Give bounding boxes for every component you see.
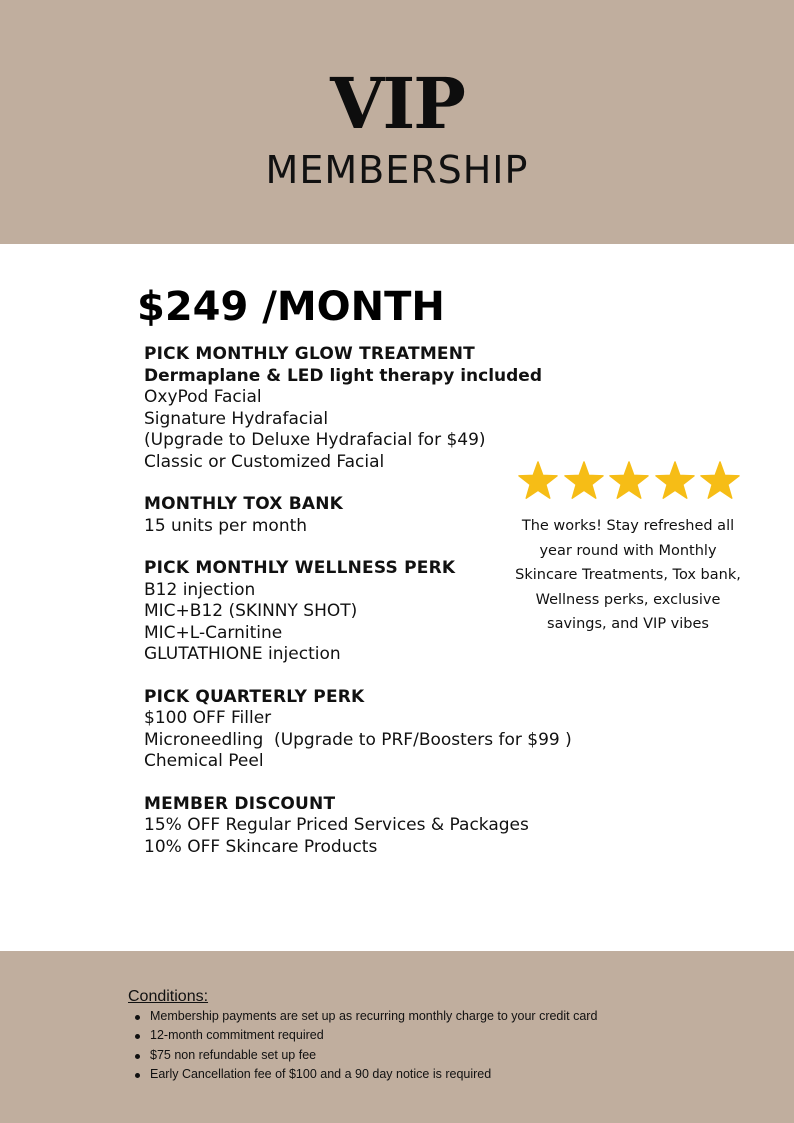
- benefit-line: $100 OFF Filler: [144, 708, 272, 728]
- price-heading: $249 /MONTH: [137, 284, 445, 330]
- star-icon: [609, 461, 649, 501]
- benefit-line: Classic or Customized Facial: [144, 451, 385, 472]
- header-band: [0, 0, 794, 244]
- page-title: VIP: [330, 62, 464, 145]
- benefit-line: 15 units per month: [144, 515, 308, 536]
- conditions-list: [128, 1007, 688, 1084]
- page-subtitle: MEMBERSHIP: [265, 148, 529, 192]
- condition-item: Early Cancellation fee of $100 and a 90 day notice is required: [128, 1065, 688, 1084]
- star-icon: [700, 461, 740, 501]
- benefit-line: (Upgrade to Deluxe Hydrafacial for $49): [144, 430, 486, 450]
- benefit-line: B12 injection: [144, 579, 256, 600]
- benefit-line: 10% OFF Skincare Products: [144, 836, 378, 857]
- section-quarterly-perk: [144, 687, 624, 773]
- condition-item: $75 non refundable set up fee: [128, 1046, 688, 1065]
- section-heading: PICK MONTHLY WELLNESS PERK: [144, 558, 456, 578]
- tagline: The works! Stay refreshed all year round with Monthly Skincare Treatments, Tox bank, Wellness perks, exclusive savings, and VIP vibes: [515, 518, 741, 633]
- benefit-line: MIC+B12 (SKINNY SHOT): [144, 601, 358, 621]
- condition-item: Membership payments are set up as recurring monthly charge to your credit card: [128, 1007, 688, 1026]
- star-icon: [655, 461, 695, 501]
- star-icon: [564, 461, 604, 501]
- benefit-line: Dermaplane & LED light therapy included: [144, 365, 543, 386]
- condition-item: 12-month commitment required: [128, 1026, 688, 1045]
- benefit-line: GLUTATHIONE injection: [144, 644, 341, 664]
- benefit-line: Signature Hydrafacial: [144, 408, 329, 429]
- section-heading: PICK MONTHLY GLOW TREATMENT: [144, 344, 475, 364]
- section-heading: MONTHLY TOX BANK: [144, 494, 344, 514]
- star-rating: [518, 461, 740, 503]
- section-glow-treatment: [144, 344, 624, 473]
- section-heading: PICK QUARTERLY PERK: [144, 686, 365, 707]
- benefit-line: Microneedling (Upgrade to PRF/Boosters for $99 ): [144, 729, 572, 750]
- conditions-title: Conditions:: [128, 988, 209, 1005]
- benefit-line: MIC+L-Carnitine: [144, 622, 283, 643]
- benefit-line: Chemical Peel: [144, 751, 264, 771]
- benefit-line: 15% OFF Regular Priced Services & Packages: [144, 815, 529, 835]
- section-heading: MEMBER DISCOUNT: [144, 793, 336, 814]
- benefit-line: OxyPod Facial: [144, 387, 262, 407]
- section-member-discount: [144, 794, 624, 859]
- star-icon: [518, 461, 558, 501]
